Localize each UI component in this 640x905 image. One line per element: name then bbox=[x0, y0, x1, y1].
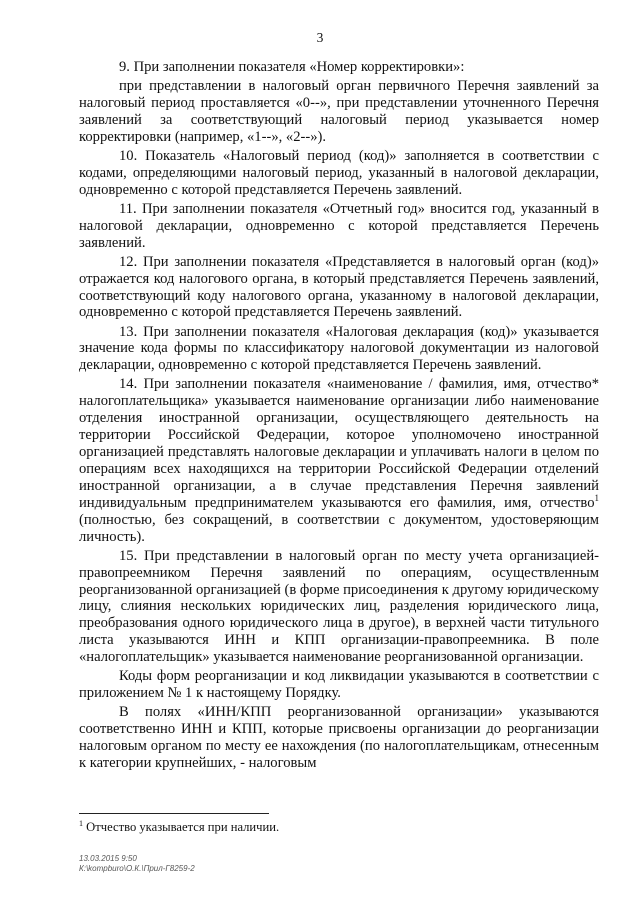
paragraph-text: при представлении в налоговый орган первичного Перечня заявлений за налоговый период проставляется «0--», при представлении уточненного Перечня заявлений за соответствующий налоговый период указывается номер корректировки (например, «1--», «2--»). bbox=[79, 78, 599, 145]
stamp-date: 13.03.2015 9:50 bbox=[79, 854, 137, 863]
paragraph bbox=[79, 148, 599, 199]
paragraph bbox=[79, 324, 599, 375]
paragraph-text: 13. При заполнении показателя «Налоговая декларация (код)» указывается значение кода формы по классификатору налоговой документации из налоговой декларации, одновременно с которой представляется Перечень заявлений. bbox=[79, 323, 599, 374]
paragraph-text: 10. Показатель «Налоговый период (код)» заполняется в соответствии с кодами, определяющими налоговый период, указанный в налоговой декларации, одновременно с которой представляется Перечень заявлений. bbox=[79, 147, 599, 198]
paragraph-text: 11. При заполнении показателя «Отчетный год» вносится год, указанный в налоговой декларации, одновременно с которой представляется Перечень заявлений. bbox=[79, 200, 599, 251]
paragraph bbox=[79, 254, 599, 322]
page-number: 3 bbox=[316, 30, 324, 45]
paragraph bbox=[79, 668, 599, 702]
paragraph bbox=[79, 376, 599, 545]
paragraph-text: 14. При заполнении показателя «наименование / фамилия, имя, отчество* налогоплательщика» указывается наименование организации либо наименование отделения иностранной организации, осуществляющего деятельность на территории Российской Федерации, которое уполномочено иностранной организацией представлять налоговые декларации и уплачивать налоги в целом по операциям всех находящихся на территории Российской Федерации отделений иностранной организации, а в случае представления Перечня заявлений индивидуальным предпринимателем указываются его фамилия, имя, отчество bbox=[79, 376, 599, 511]
paragraph-text: 12. При заполнении показателя «Представляется в налоговый орган (код)» отражается код налогового органа, в который представляется Перечень заявлений, соответствующий коду налогового органа, указанному в налоговой декларации, одновременно с которой представляется Перечень заявлений. bbox=[79, 253, 599, 321]
paragraph bbox=[79, 548, 599, 666]
footnote-reference: 1 bbox=[594, 492, 599, 503]
document-stamp bbox=[79, 854, 195, 873]
footnote-mark: 1 bbox=[79, 818, 83, 828]
document-body bbox=[79, 59, 599, 774]
paragraph bbox=[79, 59, 599, 76]
footnote-divider bbox=[79, 813, 269, 814]
paragraph-text: Коды форм реорганизации и код ликвидации указываются в соответствии с приложением № 1 к настоящему Порядку. bbox=[79, 668, 599, 702]
paragraph bbox=[79, 704, 599, 772]
stamp-path: К:\kompburo\О.К.\Прил-Г8259-2 bbox=[79, 863, 195, 873]
footnote-text: Отчество указывается при наличии. bbox=[83, 820, 280, 834]
paragraph-text: 15. При представлении в налоговый орган по месту учета организацией-правопреемником Перечня заявлений по операциям, осуществленным реорганизованной организацией (в форме присоединения к другому юридическому лицу, слияния нескольких юридических лиц, разделения юридического лица, преобразования одного юридического лица в другое), в верхней части титульного листа указываются ИНН и КПП организации-правопреемника. В поле «налогоплательщик» указывается наименование реорганизованной организации. bbox=[79, 547, 599, 666]
paragraph bbox=[79, 201, 599, 252]
paragraph-text-tail: (полностью, без сокращений, в соответствии с документом, удостоверяющим личность). bbox=[79, 511, 599, 545]
paragraph bbox=[79, 78, 599, 146]
footnote bbox=[79, 820, 599, 835]
paragraph-text: В полях «ИНН/КПП реорганизованной организации» указываются соответственно ИНН и КПП, которые присвоены организации до реорганизации налоговым органом по месту ее нахождения (по налогоплательщикам, отнесенным к категории крупнейших, - налоговым bbox=[79, 704, 599, 771]
paragraph-text: 9. При заполнении показателя «Номер корректировки»: bbox=[119, 59, 465, 75]
